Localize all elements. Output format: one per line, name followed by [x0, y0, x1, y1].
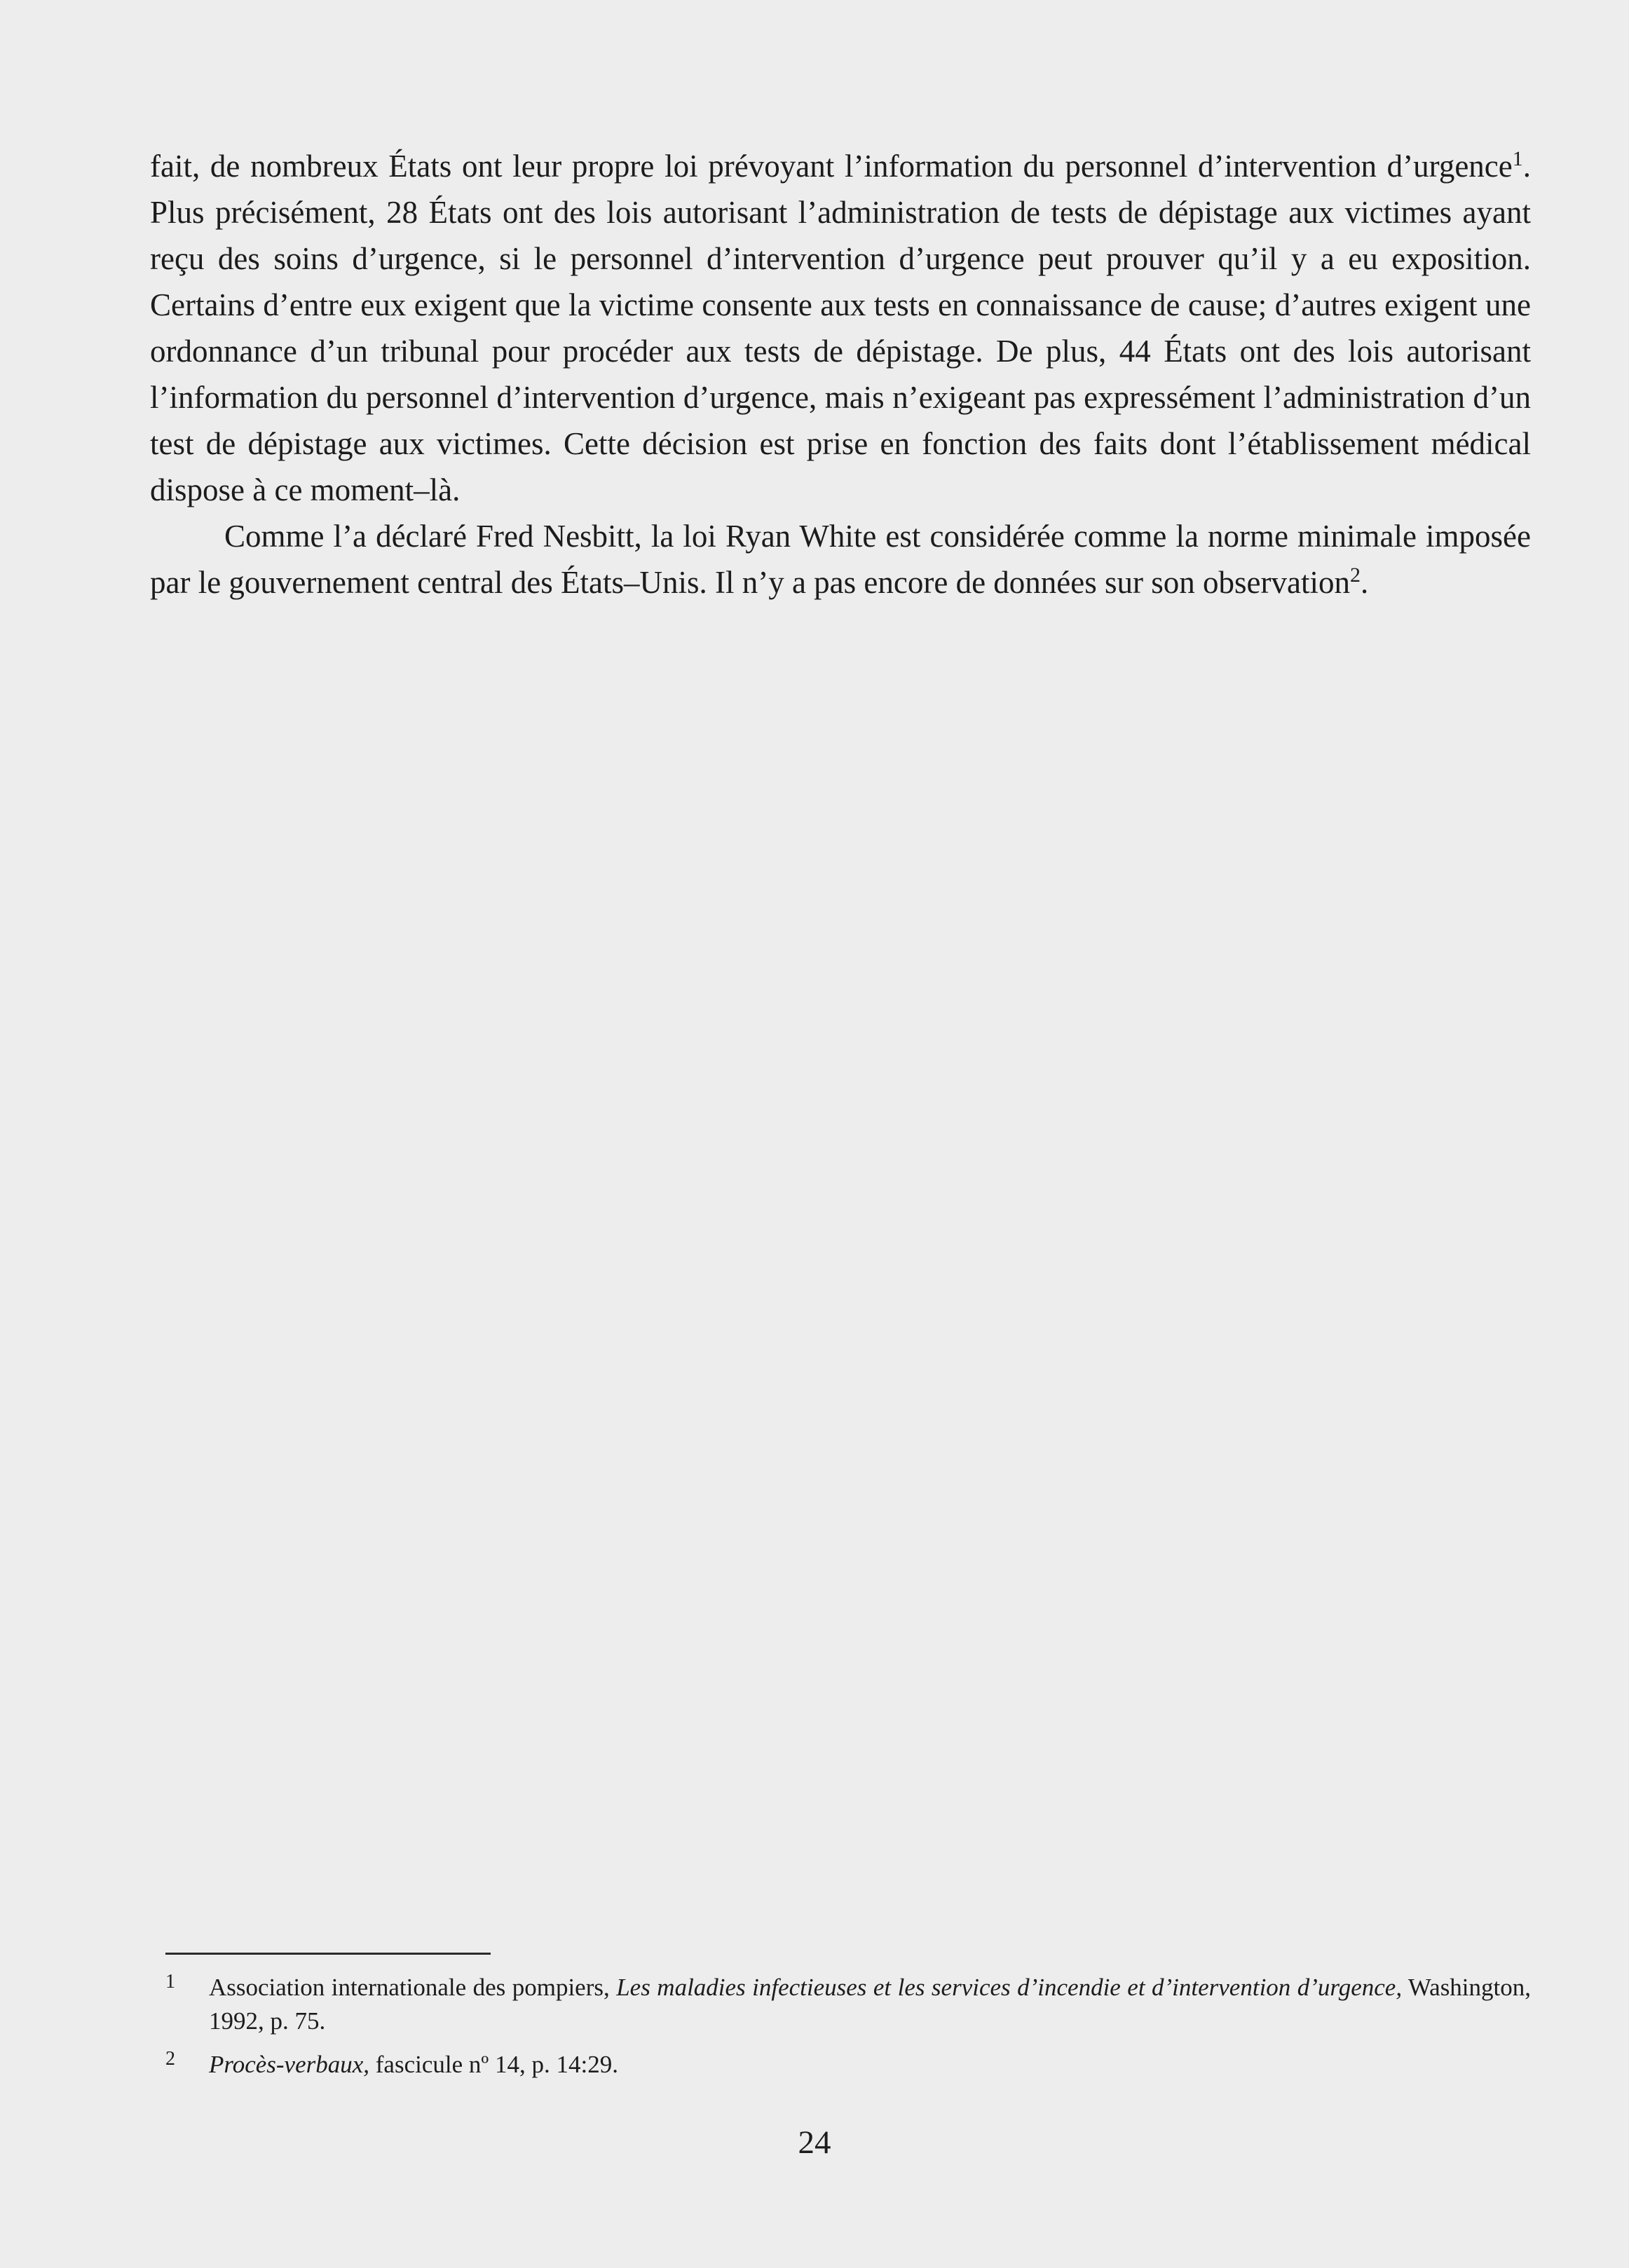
paragraph-2-text-start: Comme l’a déclaré Fred Nesbitt, la loi Ryan White est considérée comme la norme minimale imposée par le gouvernement central des États–Unis. Il n’y a pas encore de données sur son observation	[150, 519, 1531, 600]
footnote-2-number: 2	[165, 2048, 175, 2070]
footnote-ref-1: 1	[1512, 147, 1523, 170]
footnotes	[165, 1971, 1531, 2091]
footnote-2-text-end: fascicule nº 14, p. 14:29.	[369, 2051, 618, 2078]
body-paragraph-2	[150, 513, 1531, 606]
footnote-2	[165, 2048, 1531, 2082]
page-number: 24	[798, 2124, 831, 2161]
footnote-separator	[165, 1953, 491, 1955]
footnote-1-text-start: Association internationale des pompiers,	[209, 1974, 617, 2001]
footnote-ref-2: 2	[1349, 563, 1361, 587]
paragraph-1-text-start: fait, de nombreux États ont leur propre loi prévoyant l’information du personnel d’intervention d’urgence	[150, 149, 1513, 184]
body-paragraph-1	[150, 143, 1531, 513]
footnote-2-title: Procès-verbaux,	[209, 2051, 370, 2078]
footnote-1	[165, 1971, 1531, 2038]
footnote-1-title: Les maladies infectieuses et les services d’incendie et d’intervention d’urgence,	[616, 1974, 1403, 2001]
footnote-1-text-end: Washington, 1992, p. 75.	[209, 1974, 1532, 2035]
paragraph-2-text-end: .	[1360, 565, 1369, 600]
paragraph-1-text-end: . Plus précisément, 28 États ont des lois autorisant l’administration de tests de dépistage aux victimes ayant reçu des soins d’urgence, si le personnel d’intervention d’urgence peut prouver qu’il y a eu exposition. Certains d’entre eux exigent que la victime consente aux tests en connaissance de cause; d’autres exigent une ordonnance d’un tribunal pour procéder aux tests de dépistage. De plus, 44 États ont des lois autorisant l’information du personnel d’intervention d’urgence, mais n’exigeant pas expressément l’administration d’un test de dépistage aux victimes. Cette décision est prise en fonction des faits dont l’établissement médical dispose à ce moment–là.	[150, 149, 1531, 507]
footnote-1-number: 1	[165, 1971, 175, 1993]
